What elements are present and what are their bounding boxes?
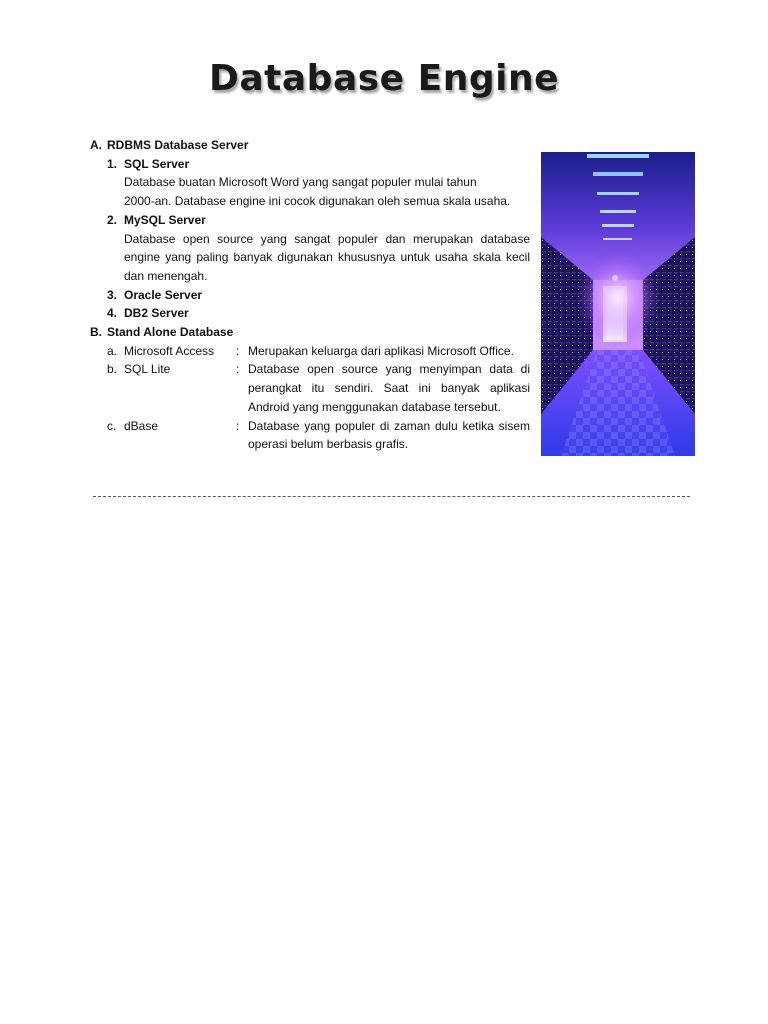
colon-separator: : xyxy=(236,418,240,433)
list-item-db2-server xyxy=(90,304,530,323)
list-marker: c. xyxy=(107,418,117,433)
section-b-heading xyxy=(90,323,530,342)
section-b-title: Stand Alone Database xyxy=(107,325,234,340)
item-description: Database open source yang menyimpan data di perangkat itu sendiri. Saat ini banyak aplikasi Android yang menggunakan database tersebut. xyxy=(248,362,530,414)
item-title: MySQL Server xyxy=(124,212,206,227)
list-item-sql-server xyxy=(90,155,530,174)
list-item-mysql-server xyxy=(90,211,530,230)
list-marker: b. xyxy=(107,362,118,377)
list-item-dbase xyxy=(90,417,530,454)
list-marker: 1. xyxy=(107,156,118,171)
list-marker: 4. xyxy=(107,306,118,321)
item-title: Oracle Server xyxy=(124,287,203,302)
item-description-line: 2000-an. Database engine ini cocok digunakan oleh semua skala usaha. xyxy=(124,194,511,209)
server-room-image xyxy=(541,152,695,456)
item-description-line: Database buatan Microsoft Word yang sangat populer mulai tahun xyxy=(124,175,477,190)
list-item-sql-lite xyxy=(90,360,530,416)
document-body xyxy=(90,136,530,454)
section-a-marker: A. xyxy=(90,138,102,152)
list-item-oracle-server xyxy=(90,286,530,305)
item-title: dBase xyxy=(124,418,159,433)
colon-separator: : xyxy=(236,343,240,358)
section-a-heading xyxy=(90,136,530,155)
item-title: DB2 Server xyxy=(124,306,189,321)
list-item-microsoft-access xyxy=(90,342,530,361)
section-b-marker: B. xyxy=(90,325,102,340)
dashed-divider xyxy=(93,496,690,497)
item-description: Database yang populer di zaman dulu ketika sisem operasi belum berbasis grafis. xyxy=(248,418,530,452)
item-description: Merupakan keluarga dari aplikasi Microsoft Office. xyxy=(248,343,514,358)
section-a-title: RDBMS Database Server xyxy=(107,138,249,152)
item-title: Microsoft Access xyxy=(124,343,215,358)
list-marker: 3. xyxy=(107,287,118,302)
list-marker: 2. xyxy=(107,212,118,227)
item-title: SQL Lite xyxy=(124,362,171,377)
page-title: Database Engine xyxy=(209,58,559,99)
colon-separator: : xyxy=(236,362,240,377)
list-marker: a. xyxy=(107,343,118,358)
item-title: SQL Server xyxy=(124,156,190,171)
item-description: Database open source yang sangat populer dan merupakan database engine yang paling banyak digunakan khususnya untuk usaha skala kecil dan menengah. xyxy=(124,231,530,283)
